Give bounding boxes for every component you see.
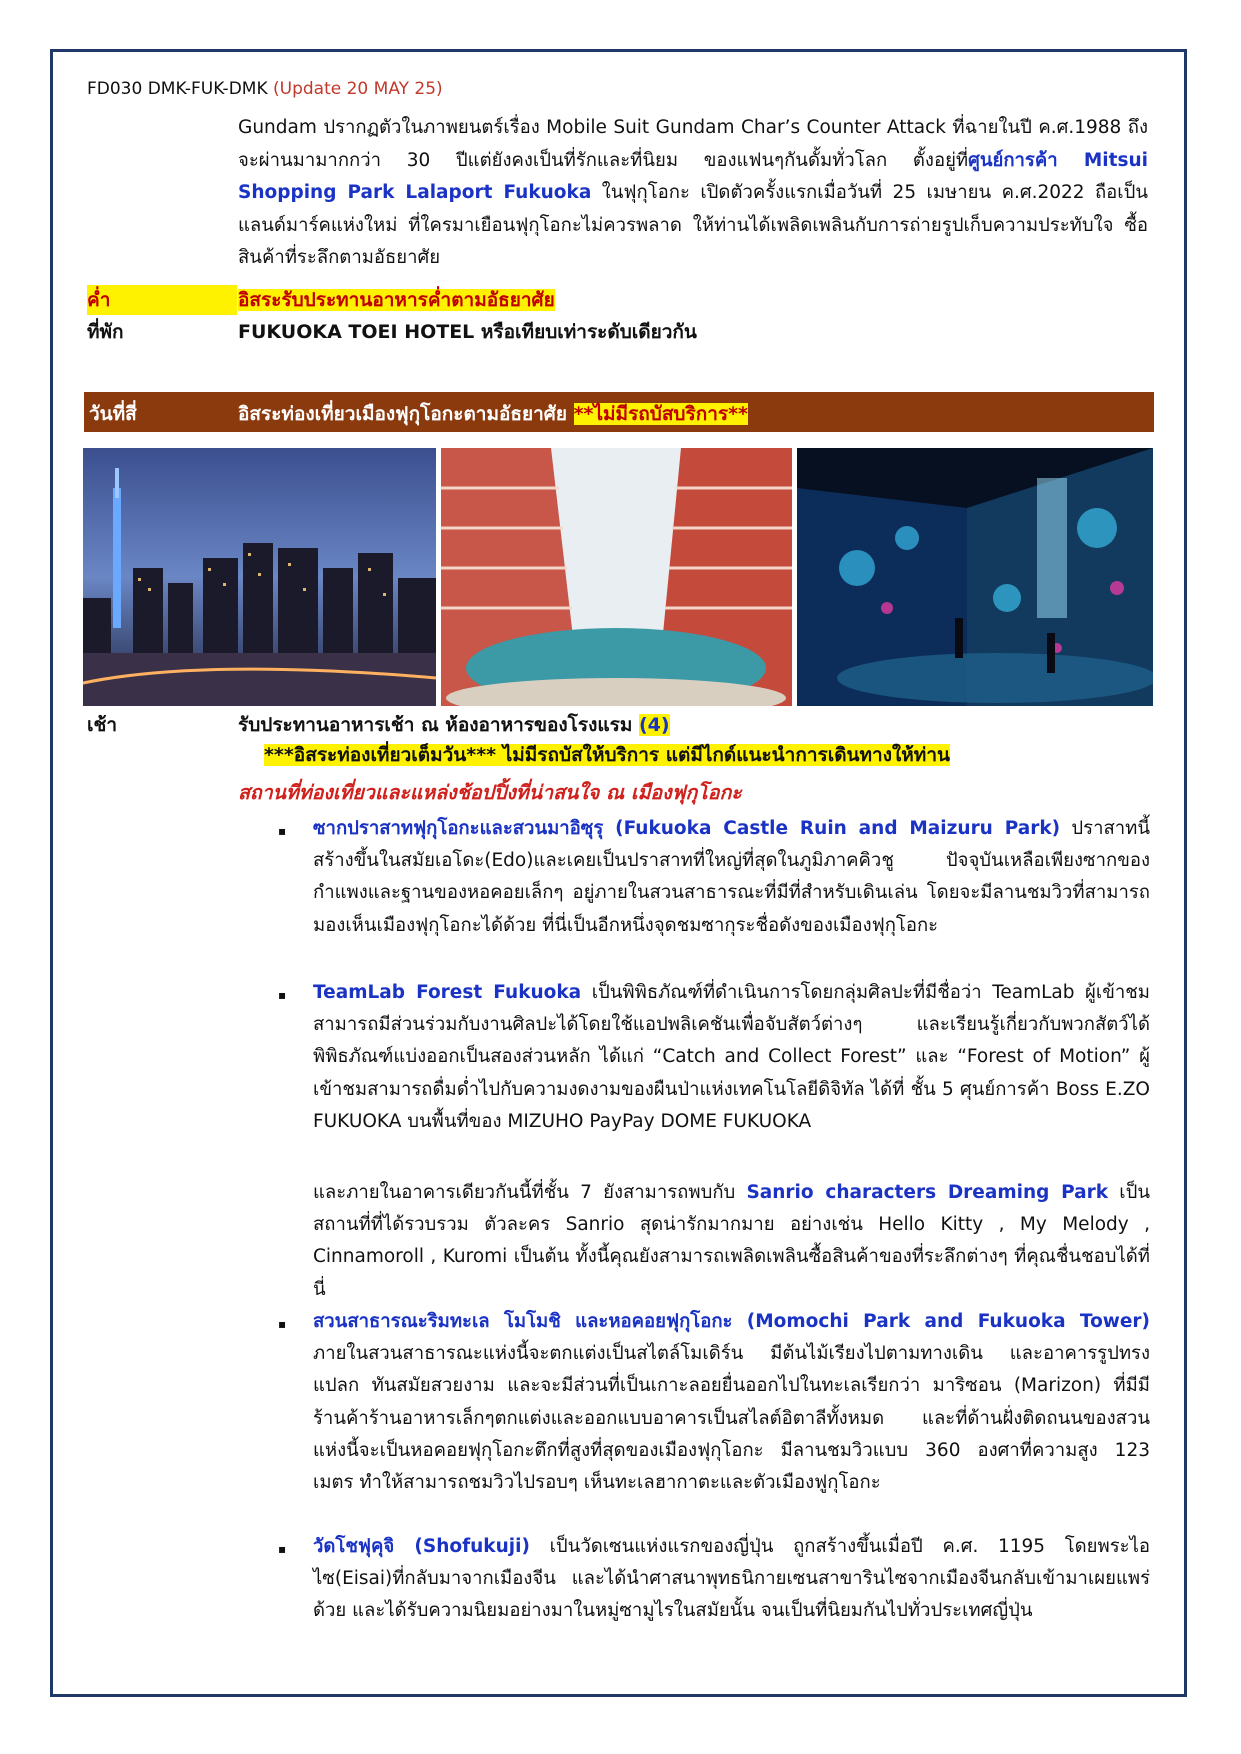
breakfast-text-value: รับประทานอาหารเช้า ณ ห้องอาหารของโรงแรม: [238, 714, 639, 736]
dinner-label: ค่ำ: [87, 285, 237, 315]
bullet-marker: ▪: [278, 824, 287, 838]
canal-city-photo: [441, 448, 792, 706]
breakfast-text: [238, 710, 670, 740]
sanrio-text-pre: และภายในอาคารเดียวกันนี้ที่ชั้น 7 ยังสามารถพบกับ: [313, 1182, 747, 1203]
dinner-text-value: อิสระรับประทานอาหารค่ำตามอัธยาศัย: [238, 289, 555, 311]
fukuoka-night-skyline-photo: [83, 448, 436, 706]
day-header-bar: [84, 392, 1154, 432]
free-day-note: [264, 740, 950, 770]
lalaport-link: ศูนย์การค้า Mitsui Shopping Park Lalaport Fukuoka: [238, 149, 1149, 203]
attraction-body: เป็นวัดเซนแห่งแรกของญี่ปุ่น ถูกสร้างขึ้นเมื่อปี ค.ศ. 1195 โดยพระไอไซ(Eisai)ที่กลับมาจากเมืองจีน และได้นำศาสนาพุทธนิกายเซนสาขารินไซจากเมืองจีนกลับเข้ามาเผยแพร่ด้วย และได้รับความนิยมอย่างมาในหมู่ซามูไรในสมัยนั้น จนเป็นที่นิยมกันไปทั่วประเทศญี่ปุ่น: [313, 1536, 1151, 1622]
dinner-text: [238, 285, 555, 315]
teamlab-forest-photo: [797, 448, 1153, 706]
intro-paragraph: [238, 112, 1148, 275]
hotel-label: ที่พัก: [87, 321, 124, 343]
teamlab-illustration: [797, 448, 1153, 706]
hotel-text: FUKUOKA TOEI HOTEL หรือเทียบเท่าระดับเดียวกัน: [238, 321, 697, 343]
day-title: [238, 399, 748, 429]
attraction-item-shofukuji: [313, 1531, 1150, 1628]
day-title-text: อิสระท่องเที่ยวเมืองฟุกุโอกะตามอัธยาศัย: [238, 403, 574, 425]
no-bus-warning: **ไม่มีรถบัสบริการ**: [573, 403, 748, 425]
intro-text-1: Gundam ปรากฏตัวในภาพยนตร์เรื่อง Mobile Suit Gundam Char’s Counter Attack ที่ฉายในปี ค.ศ.1988 ถึงจะผ่านมามากกว่า 30 ปีแต่ยังคงเป็นที่รักและที่นิยม ของแฟนๆกันดั้มทั่วโลก ตั้งอยู่ที่: [238, 117, 1148, 171]
meal-number: (4): [638, 714, 670, 736]
tour-code: FD030 DMK-FUK-DMK: [87, 79, 268, 99]
attraction-item-sanrio: [313, 1177, 1150, 1306]
attraction-body: เป็นพิพิธภัณฑ์ที่ดำเนินการโดยกลุ่มศิลปะที่มีชื่อว่า TeamLab ผู้เข้าชมสามารถมีส่วนร่วมกับงานศิลปะได้โดยใช้แอปพลิเคชันเพื่อจับสัตว์ต่างๆ และเรียนรู้เกี่ยวกับพวกสัตว์ได้ พิพิธภัณฑ์แบ่งออกเป็นสองส่วนหลัก ได้แก่ “Catch and Collect Forest” และ “Forest of Motion” ผู้เข้าชมสามารถดื่มด่ำไปกับความงดงามของผืนป่าแห่งเทคโนโลยีดิจิทัล ได้ที่ ชั้น 5 ศุนย์การค้า Boss E.ZO FUKUOKA บนพื้นที่ของ MIZUHO PayPay DOME FUKUOKA: [313, 982, 1150, 1132]
canal-city-illustration: [441, 448, 792, 706]
skyline-illustration: [83, 448, 436, 706]
attraction-body: ปราสาทนี้สร้างขึ้นในสมัยเอโดะ(Edo)และเคยเป็นปราสาทที่ใหญ่ที่สุดในภูมิภาคคิวชู ปัจจุบันเหลือเพียงซากของกำแพงและฐานของหอคอยเล็กๆ อยู่ภายในสวนสาธารณะที่มีที่สำหรับเดินเล่น โดยจะมีลานชมวิวที่สามารถมองเห็นเมืองฟุกุโอกะได้ด้วย ที่นี่เป็นอีกหนึ่งจุดชมซากุระชื่อดังของเมืองฟุกุโอกะ: [313, 818, 1150, 936]
attraction-title: สวนสาธารณะริมทะเล โมโมชิ และหอคอยฟุกุโอกะ (Momochi Park and Fukuoka Tower): [313, 1311, 1150, 1332]
breakfast-label: เช้า: [87, 714, 118, 736]
attraction-title: TeamLab Forest Fukuoka: [313, 982, 582, 1003]
attraction-item-castle: [313, 813, 1150, 942]
attraction-body: ภายในสวนสาธารณะแห่งนี้จะตกแต่งเป็นสไตล์โมเดิร์น มีต้นไม้เรียงไปตามทางเดิน และอาคารรูปทรงแปลก ทันสมัยสวยงาม และจะมีส่วนที่เป็นเกาะลอยยื่นออกไปในทะเลเรียกว่า มาริซอน (Marizon) ที่มีมีร้านค้าร้านอาหารเล็กๆตกแต่งและออกแบบอาคารเป็นสไลต์อิตาลีทั้งหมด และที่ด้านฝั่งติดถนนของสวนแห่งนี้จะเป็นหอคอยฟุกุโอกะตึกที่สูงที่สุดของเมืองฟุกุโอกะ มีลานชมวิวแบบ 360 องศาที่ความสูง 123 เมตร ทำให้สามารถชมวิวไปรอบๆ เห็นทะเลฮากาตะและตัวเมืองฟูกุโอกะ: [313, 1343, 1150, 1494]
bullet-marker: ▪: [278, 1317, 287, 1331]
sanrio-text-post: เป็นสถานที่ที่ได้รวบรวม ตัวละคร Sanrio สุดน่ารักมากมาย อย่างเช่น Hello Kitty , My Melody , Cinnamoroll , Kuromi เป็นต้น ทั้งนี้คุณยังสามารถเพลิดเพลินซื้อสินค้าของที่ระลึกต่างๆ ที่คุณชื่นชอบได้ที่นี่: [313, 1182, 1150, 1300]
document-header: [87, 79, 443, 99]
free-day-note-text: ***อิสระท่องเที่ยวเต็มวัน*** ไม่มีรถบัสให้บริการ แต่มีไกด์แนะนำการเดินทางให้ท่าน: [264, 744, 950, 766]
attraction-item-teamlab: [313, 977, 1150, 1138]
day-label: วันที่สี่: [89, 403, 137, 425]
bullet-marker: ▪: [278, 988, 287, 1002]
sanrio-link: Sanrio characters Dreaming Park: [746, 1182, 1109, 1203]
attractions-heading: สถานที่ท่องเที่ยวและแหล่งช้อปปิ้งที่น่าสนใจ ณ เมืองฟุกุโอกะ: [238, 781, 742, 804]
attraction-item-momochi: [313, 1306, 1150, 1499]
attraction-title: วัดโชฟุคุจิ (Shofukuji): [313, 1536, 530, 1557]
intro-text-2: ในฟุกุโอกะ เปิดตัวครั้งแรกเมื่อวันที่ 25 เมษายน ค.ศ.2022 ถือเป็นแลนด์มาร์คแห่งใหม่ ที่ใครมาเยือนฟุกุโอกะไม่ควรพลาด ให้ท่านได้เพลิดเพลินกับการถ่ายรูปเก็บความประทับใจ ซื้อสินค้าที่ระลึกตามอัธยาศัย: [238, 182, 1148, 268]
attraction-title: ซากปราสาทฟุกุโอกะและสวนมาอิซุรุ (Fukuoka Castle Ruin and Maizuru Park): [313, 818, 1061, 839]
bullet-marker: ▪: [278, 1542, 287, 1556]
update-date: (Update 20 MAY 25): [273, 79, 443, 99]
